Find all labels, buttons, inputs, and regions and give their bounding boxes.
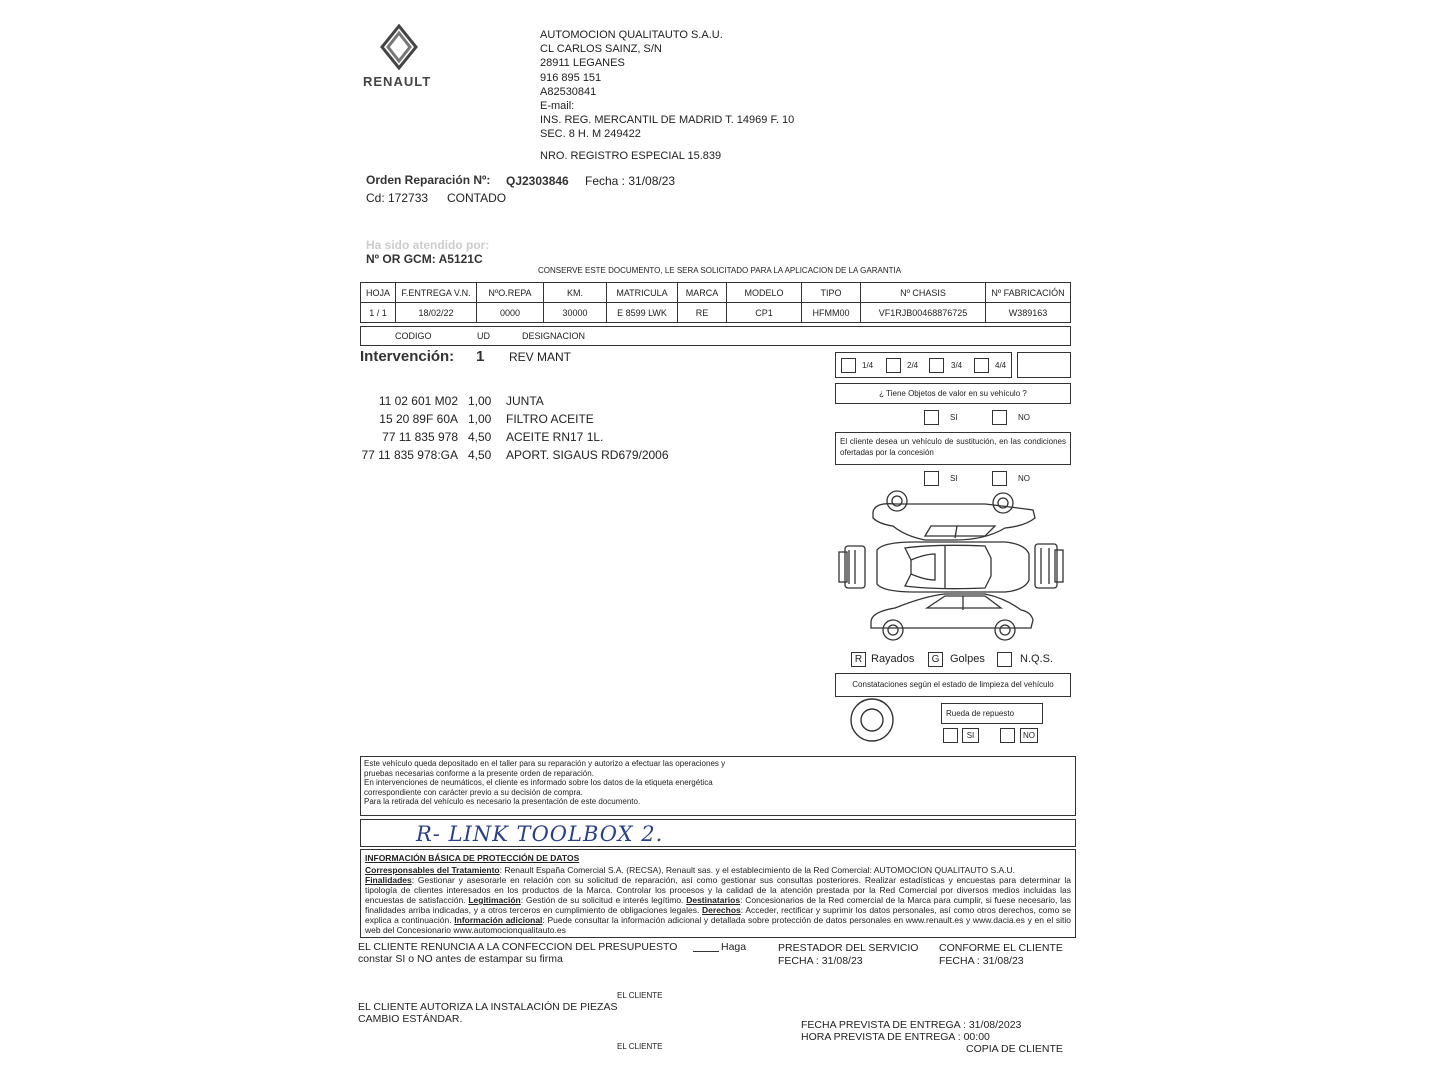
budget-instruction: constar SI o NO antes de estampar su firma (358, 953, 563, 965)
car-left-side-view[interactable] (873, 491, 1035, 540)
special-registry: NRO. REGISTRO ESPECIAL 15.839 (540, 150, 722, 162)
table-cell: HFMM00 (802, 303, 861, 323)
privacy-leg-label: Legitimación (468, 895, 521, 905)
deposit-line: Para la retirada del vehículo es necesario la presentación de este documento. (364, 797, 641, 806)
spare-wheel-label: Rueda de repuesto (941, 703, 1043, 724)
spare-wheel-no-checkbox[interactable] (1000, 728, 1015, 743)
car-damage-diagram[interactable] (835, 488, 1075, 648)
privacy-box (360, 849, 1076, 938)
spare-wheel-icon (849, 697, 895, 743)
delivery-time: HORA PREVISTA DE ENTREGA : 00:00 (801, 1031, 990, 1043)
table-header-cell: HOJA (361, 283, 396, 303)
substitute-si-label: SI (950, 474, 958, 483)
fuel-3-4-checkbox[interactable] (929, 358, 944, 373)
warranty-notice: CONSERVE ESTE DOCUMENTO, LE SERA SOLICITADO PARA LA APLICACION DE LA GARANTIA (538, 266, 902, 275)
budget-haga: Haga (721, 941, 747, 953)
intervention-number: 1 (476, 348, 485, 365)
spare-wheel-si-text: SI (966, 731, 975, 740)
spare-wheel-no-label (1020, 728, 1038, 743)
vehicle-table-header (361, 283, 1071, 303)
client-ok-date: FECHA : 31/08/23 (939, 955, 1024, 967)
dealer-email: E-mail: (540, 100, 575, 113)
substitute-question-text: El cliente desea un vehículo de sustitución, en las condiciones ofertadas por la concesión (840, 437, 1066, 457)
renault-diamond-logo-icon (378, 24, 420, 70)
privacy-responsible (365, 865, 1071, 875)
privacy-leg-text: : Gestión de su solicitud e interés legítimo. (520, 895, 687, 905)
part-desc: APORT. SIGAUS RD679/2006 (506, 448, 669, 462)
deposit-line: pruebas necesarias conforme a la presente orden de reparación. (364, 768, 594, 778)
part-code: 77 11 835 978:GA (361, 448, 458, 462)
fuel-1-4-label: 1/4 (862, 361, 874, 370)
order-number: QJ2303846 (506, 174, 569, 188)
vehicle-table (360, 282, 1071, 323)
delivery-date: FECHA PREVISTA DE ENTREGA : 31/08/2023 (801, 1019, 1022, 1031)
client-signature-label-2: EL CLIENTE (617, 1042, 663, 1051)
valuables-question: ¿ Tiene Objetos de valor en su vehículo ? (835, 383, 1071, 404)
privacy-body (365, 875, 1071, 935)
nqs-label: N.Q.S. (1020, 653, 1054, 665)
fuel-3-4-label: 3/4 (951, 361, 963, 370)
table-cell: 30000 (544, 303, 607, 323)
provider-date: FECHA : 31/08/23 (778, 955, 863, 967)
valuables-si-label: SI (950, 413, 958, 422)
table-cell: W389163 (986, 303, 1071, 323)
provider-label: PRESTADOR DEL SERVICIO (778, 942, 919, 954)
golpes-marker (928, 652, 943, 667)
fuel-level-box (835, 352, 1012, 378)
privacy-fin-text: : Gestionar y asesorarle en relación con su solicitud de reparación, así como gestionar sus consultas posteriores. Realizar estadísticas y encuestas para determinar la tipología de clientes interesados en los productos de la Marca. Controlar los procesos y la calidad de la atención prestada por la Red Comercial por diversos medios incluidas las encuestas de satisfacción. (365, 875, 1071, 905)
fuel-2-4-checkbox[interactable] (886, 358, 901, 373)
table-cell: E 8599 LWK (607, 303, 678, 323)
renault-logo (378, 24, 420, 70)
fuel-4-4-checkbox[interactable] (974, 358, 989, 373)
privacy-title: INFORMACIÓN BÁSICA DE PROTECCIÓN DE DATOS (365, 853, 580, 863)
privacy-der-text: : Acceder, rectificar y suprimir los datos personales, así como otros derechos, como se explica a continuación. (365, 905, 1071, 925)
vehicle-table-row (361, 303, 1071, 323)
rayados-label: Rayados (871, 653, 915, 665)
table-cell: VF1RJB00468876725 (861, 303, 986, 323)
privacy-dest-label: Destinatarios (686, 895, 741, 905)
attended-by: Ha sido atendido por: (366, 238, 490, 252)
part-desc: ACEITE RN17 1L. (506, 430, 604, 444)
part-qty: 4,50 (468, 430, 492, 444)
table-header-cell: MATRICULA (607, 283, 678, 303)
dealer-cif: A82530841 (540, 85, 597, 98)
budget-waiver: EL CLIENTE RENUNCIA A LA CONFECCION DEL PRESUPUESTO (358, 941, 678, 953)
part-code: 11 02 601 M02 (378, 394, 458, 408)
car-rear-view[interactable] (1035, 544, 1063, 588)
fuel-2-4-label: 2/4 (907, 361, 919, 370)
table-cell: 0000 (477, 303, 544, 323)
deposit-line: Este vehículo queda depositado en el taller para su reparación y autorizo a efectuar las operaciones y (364, 759, 726, 768)
authorization-line-2: CAMBIO ESTÁNDAR. (358, 1013, 463, 1025)
part-desc: FILTRO ACEITE (506, 412, 594, 426)
privacy-resp-label: Corresponsables del Tratamiento (365, 865, 500, 875)
deposit-line: correspondiente con carácter previo a su decisión de compra. (364, 787, 583, 797)
substitute-question (835, 432, 1071, 465)
privacy-text (365, 853, 1071, 935)
table-cell: RE (678, 303, 727, 323)
golpes-label: Golpes (950, 653, 985, 665)
cleanliness-note: Constataciones según el estado de limpieza del vehículo (835, 673, 1071, 697)
table-header-cell: F.ENTREGA V.N. (396, 283, 477, 303)
designacion-header: DESIGNACION (522, 331, 586, 341)
handwritten-note-box (360, 819, 1076, 847)
parts-list (356, 392, 669, 464)
valuables-no-label: NO (1018, 413, 1030, 422)
part-qty: 1,00 (468, 412, 492, 426)
table-cell: CP1 (727, 303, 802, 323)
handwritten-note: R- LINK TOOLBOX 2. (416, 822, 664, 846)
dealer-registry-2: SEC. 8 H. M 249422 (540, 128, 641, 141)
dealer-name: AUTOMOCION QUALITAUTO S.A.U. (540, 29, 723, 41)
client-code: Cd: 172733 (366, 191, 429, 205)
table-header-cell: KM. (544, 283, 607, 303)
intervention-description: REV MANT (509, 350, 572, 364)
privacy-info-text: : Puede consultar la información adicional y detallada sobre protección de datos personales en www.renault.es y www.dacia.es y en el sitio web del Concesionario www.automocionqualitauto.es (365, 915, 1071, 935)
brand-name: RENAULT (363, 74, 432, 89)
list-item (356, 428, 669, 446)
car-right-side-view[interactable] (871, 594, 1033, 640)
rayados-marker (851, 652, 866, 667)
client-signature-label-1: EL CLIENTE (617, 991, 663, 1000)
table-header-cell: Nº CHASIS (861, 283, 986, 303)
spare-wheel-no-text: NO (1023, 731, 1035, 740)
part-qty: 4,50 (468, 448, 492, 462)
fuel-1-4-checkbox[interactable] (841, 358, 856, 373)
dealer-city: 28911 LEGANES (540, 57, 625, 70)
list-item (356, 410, 669, 428)
part-qty: 1,00 (468, 394, 492, 408)
deposit-notice (360, 756, 1076, 816)
spare-wheel-si-label (962, 728, 979, 743)
list-item (356, 446, 669, 464)
ud-header: UD (477, 331, 490, 341)
fuel-extra-box (1017, 352, 1071, 378)
fuel-4-4-label: 4/4 (995, 361, 1007, 370)
deposit-text (364, 759, 725, 807)
part-code: 15 20 89F 60A (379, 412, 458, 426)
privacy-resp-text: : Renault España Comercial S.A. (RECSA), Renault sas. y el establecimiento de la Red Comercial: AUTOMOCION QUALITAUTO S.A.U. (499, 865, 1016, 875)
table-cell: 1 / 1 (361, 303, 396, 323)
list-item (356, 392, 669, 410)
authorization-line-1: EL CLIENTE AUTORIZA LA INSTALACIÓN DE PIEZAS (358, 1001, 618, 1013)
substitute-no-label: NO (1018, 474, 1030, 483)
table-header-cell: MODELO (727, 283, 802, 303)
dealer-phone: 916 895 151 (540, 71, 602, 84)
rayados-code: R (854, 654, 863, 665)
dealer-registry-1: INS. REG. MERCANTIL DE MADRID T. 14969 F. 10 (540, 114, 795, 127)
part-desc: JUNTA (506, 394, 544, 408)
table-header-cell: MARCA (678, 283, 727, 303)
nqs-checkbox[interactable] (997, 652, 1012, 667)
client-ok-label: CONFORME EL CLIENTE (939, 942, 1063, 954)
order-date: Fecha : 31/08/23 (585, 174, 676, 188)
items-header (360, 326, 1071, 346)
intervention-label: Intervención: (360, 348, 455, 365)
substitute-no-checkbox[interactable] (992, 471, 1007, 486)
codigo-header: CODIGO (395, 331, 432, 341)
client-copy: COPIA DE CLIENTE (966, 1043, 1063, 1055)
table-cell: 18/02/22 (396, 303, 477, 323)
golpes-code: G (931, 654, 940, 665)
table-header-cell: TIPO (802, 283, 861, 303)
spare-wheel-si-checkbox[interactable] (943, 728, 958, 743)
privacy-info-label: Información adicional (454, 915, 543, 925)
privacy-dest-text: : Concesionarios de la Red comercial de la Marca para cumplir, si fuese necesario, las finalidades arriba indicadas, y a otros terceros en cumplimiento de obligaciones legales. (365, 895, 1072, 915)
privacy-der-label: Derechos (702, 905, 741, 915)
valuables-no-checkbox[interactable] (992, 410, 1007, 425)
substitute-si-checkbox[interactable] (924, 471, 939, 486)
part-code: 77 11 835 978 (382, 430, 458, 444)
table-header-cell: NºO.REPA (477, 283, 544, 303)
valuables-si-checkbox[interactable] (924, 410, 939, 425)
budget-blank[interactable] (693, 951, 719, 952)
privacy-fin-label: Finalidades (365, 875, 412, 885)
deposit-line: En intervenciones de neumáticos, el cliente es informado sobre los datos de la etiqueta energética (364, 778, 713, 787)
payment-type: CONTADO (447, 191, 507, 205)
dealer-address: CL CARLOS SAINZ, S/N (540, 43, 662, 56)
order-label: Orden Reparación Nº: (366, 173, 491, 187)
gcm-number: Nº OR GCM: A5121C (366, 252, 483, 266)
car-front-view[interactable] (839, 546, 865, 588)
car-top-view[interactable] (877, 542, 1029, 592)
dealer-block (540, 28, 794, 142)
table-header-cell: Nº FABRICACIÓN (986, 283, 1071, 303)
